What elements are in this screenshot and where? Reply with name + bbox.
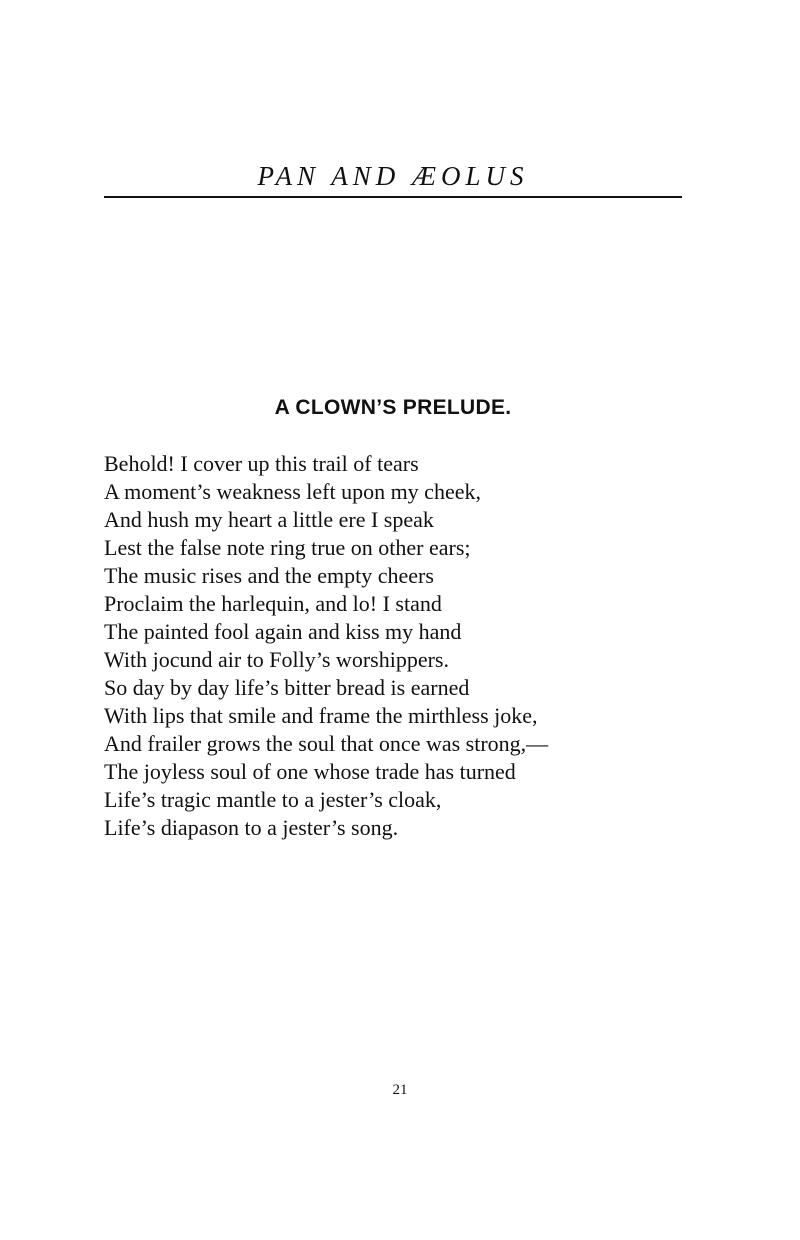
poem-line: And frailer grows the soul that once was strong,—: [104, 731, 549, 756]
poem-line: A moment’s weakness left upon my cheek,: [104, 479, 481, 504]
poem-line: With lips that smile and frame the mirthless joke,: [104, 703, 538, 728]
poem-line: Life’s diapason to a jester’s song.: [104, 815, 399, 840]
poem-line: With jocund air to Folly’s worshippers.: [104, 647, 449, 672]
poem-line: And hush my heart a little ere I speak: [104, 507, 434, 532]
poem-line: Behold! I cover up this trail of tears: [104, 451, 419, 476]
poem-line: The painted fool again and kiss my hand: [104, 619, 462, 644]
header-rule: [104, 196, 682, 198]
running-head-title: PAN AND ÆOLUS: [257, 161, 529, 191]
page-number: 21: [392, 1082, 408, 1098]
poem-line: Lest the false note ring true on other ears;: [104, 535, 471, 560]
poem-line: Proclaim the harlequin, and lo! I stand: [104, 591, 442, 616]
poem-line: The joyless soul of one whose trade has turned: [104, 759, 516, 784]
poem-line: The music rises and the empty cheers: [104, 563, 434, 588]
poem-title: A CLOWN’S PRELUDE.: [274, 396, 512, 419]
poem-line: Life’s tragic mantle to a jester’s cloak,: [104, 787, 442, 812]
poem-body: [104, 450, 548, 842]
poem-line: So day by day life’s bitter bread is earned: [104, 675, 470, 700]
